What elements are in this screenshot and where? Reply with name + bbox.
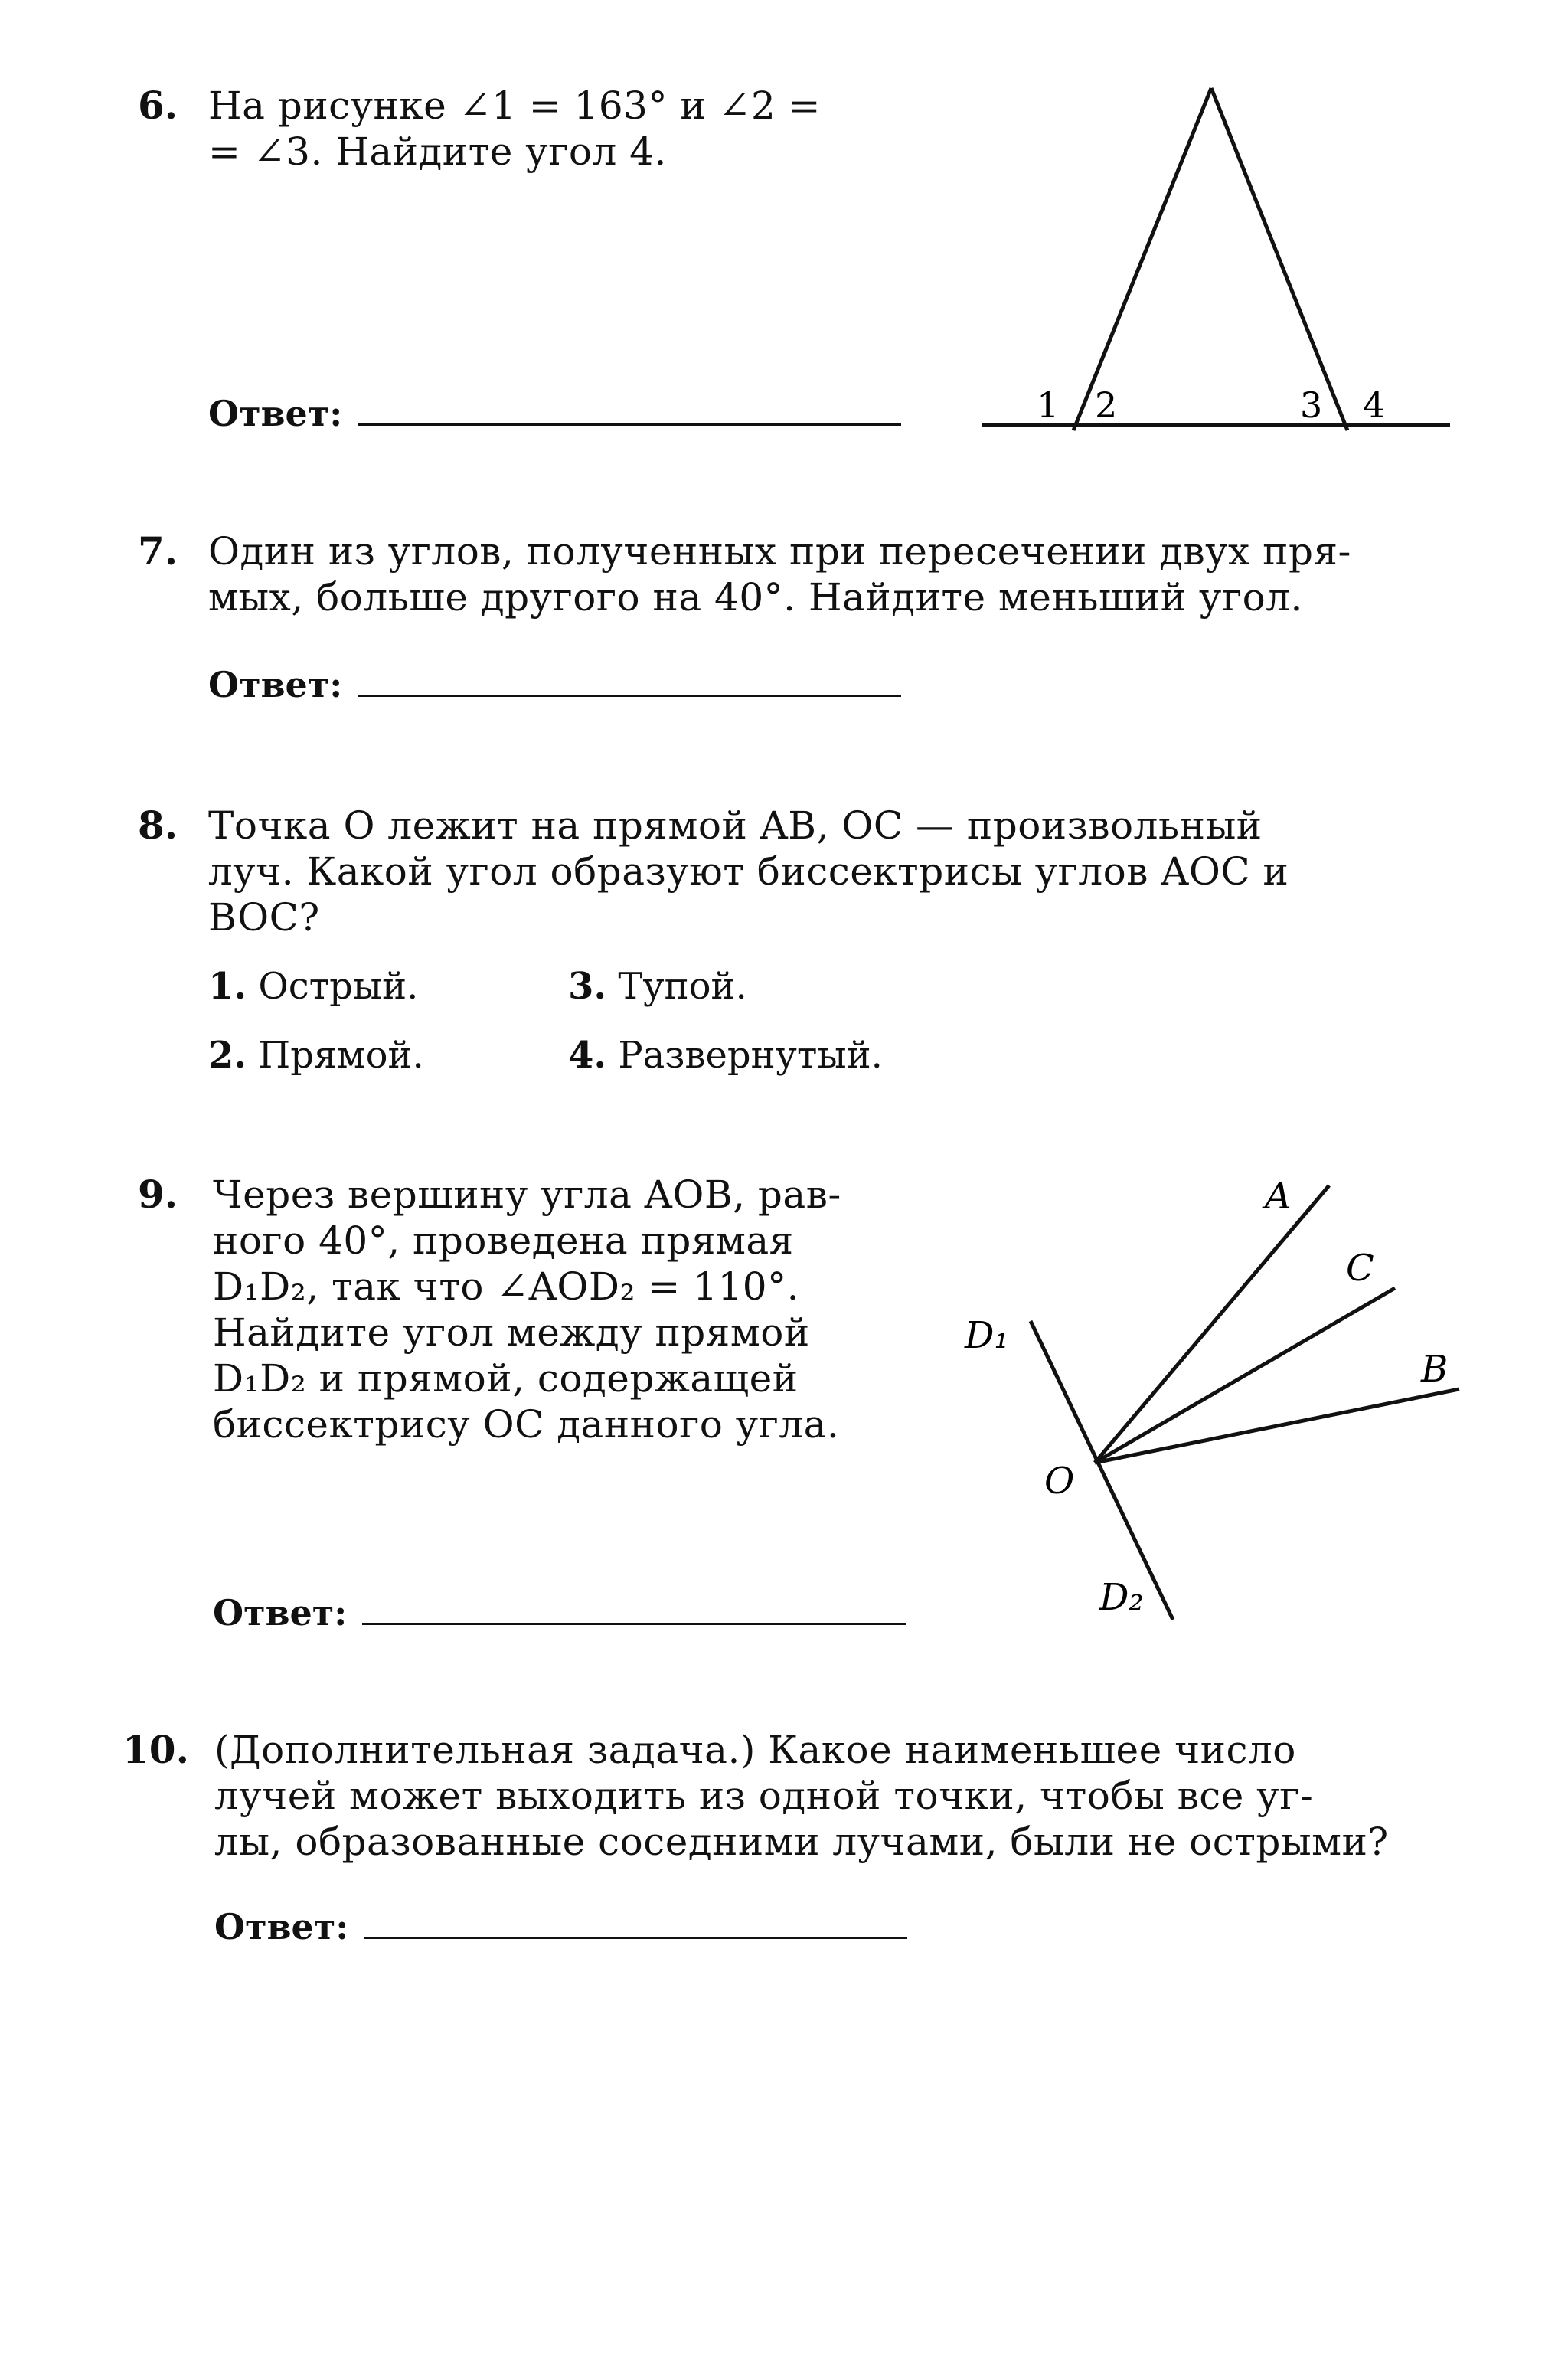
point-label-d1: D₁ — [965, 1314, 1009, 1357]
problem-text — [208, 803, 1449, 940]
problem-line: ного 40°, проведена прямая — [213, 1218, 794, 1263]
problem-number: 9. — [138, 1172, 178, 1217]
problem-line: биссектрису OC данного угла. — [213, 1402, 840, 1447]
option-number: 3. — [568, 965, 607, 1008]
answer-line[interactable] — [364, 1937, 907, 1939]
problem-line: = ∠3. Найдите угол 4. — [208, 129, 667, 174]
answer-line[interactable] — [362, 1623, 906, 1625]
problem-line: (Дополнительная задача.) Какое наименьшее число — [214, 1728, 1296, 1772]
ray-oc — [1095, 1288, 1395, 1463]
answer-field[interactable] — [208, 663, 901, 706]
point-label-d2: D₂ — [1099, 1576, 1144, 1619]
problem-number: 7. — [138, 528, 178, 574]
point-label-c: C — [1346, 1247, 1374, 1290]
problem-line: лучей может выходить из одной точки, чтобы все уг- — [214, 1774, 1314, 1818]
problem-line: луч. Какой угол образуют биссектрисы углов AOC и — [208, 849, 1289, 894]
angle-label-1: 1 — [1037, 384, 1060, 426]
problem-text — [208, 83, 916, 175]
problem-line: Через вершину угла AOB, рав- — [213, 1172, 841, 1217]
option-number: 2. — [208, 1034, 247, 1077]
problem-line: Точка O лежит на прямой AB, OC — произвольный — [208, 803, 1263, 848]
problem-line: D₁D₂, так что ∠AOD₂ = 110°. — [213, 1264, 800, 1309]
angle-label-3: 3 — [1300, 384, 1323, 426]
answer-label: Ответ: — [208, 664, 343, 705]
problem-text — [214, 1727, 1455, 1865]
triangle-left-side — [1073, 88, 1211, 430]
problem-line: мых, больше другого на 40°. Найдите меньший угол. — [208, 575, 1303, 620]
angle-label-2: 2 — [1095, 384, 1118, 426]
option-4[interactable] — [568, 1032, 883, 1078]
answer-label: Ответ: — [208, 393, 343, 434]
point-label-b: B — [1421, 1348, 1449, 1391]
answer-label: Ответ: — [214, 1906, 349, 1947]
problem-number: 10. — [122, 1727, 189, 1772]
problem-line: BOC? — [208, 895, 320, 940]
problem-number: 6. — [138, 83, 178, 128]
option-text: Острый. — [258, 965, 419, 1008]
problem-number: 8. — [138, 803, 178, 848]
point-label-o: O — [1044, 1460, 1075, 1503]
problem-line: лы, образованные соседними лучами, были не острыми? — [214, 1820, 1389, 1864]
problem-line: На рисунке ∠1 = 163° и ∠2 = — [208, 83, 822, 128]
point-label-a: A — [1265, 1175, 1292, 1218]
problem-line: Один из углов, полученных при пересечении двух пря- — [208, 529, 1351, 574]
option-text: Тупой. — [618, 965, 747, 1008]
triangle-figure — [972, 77, 1462, 444]
answer-line[interactable] — [358, 423, 901, 426]
option-3[interactable] — [568, 963, 747, 1009]
option-number: 4. — [568, 1034, 607, 1077]
problem-line: D₁D₂ и прямой, содержащей — [213, 1356, 799, 1401]
answer-field[interactable] — [214, 1905, 907, 1948]
option-text: Развернутый. — [618, 1034, 883, 1077]
answer-field[interactable] — [213, 1591, 906, 1634]
problem-text — [213, 1172, 925, 1447]
rays-figure — [949, 1164, 1485, 1639]
option-number: 1. — [208, 965, 247, 1008]
problem-line: Найдите угол между прямой — [213, 1310, 810, 1355]
option-1[interactable] — [208, 963, 418, 1009]
problem-text — [208, 528, 1449, 620]
angle-label-4: 4 — [1363, 384, 1386, 426]
triangle-right-side — [1211, 88, 1348, 430]
option-2[interactable] — [208, 1032, 424, 1078]
option-text: Прямой. — [258, 1034, 424, 1077]
answer-line[interactable] — [358, 695, 901, 697]
answer-options — [208, 963, 974, 1086]
answer-field[interactable] — [208, 392, 901, 435]
answer-label: Ответ: — [213, 1592, 348, 1633]
